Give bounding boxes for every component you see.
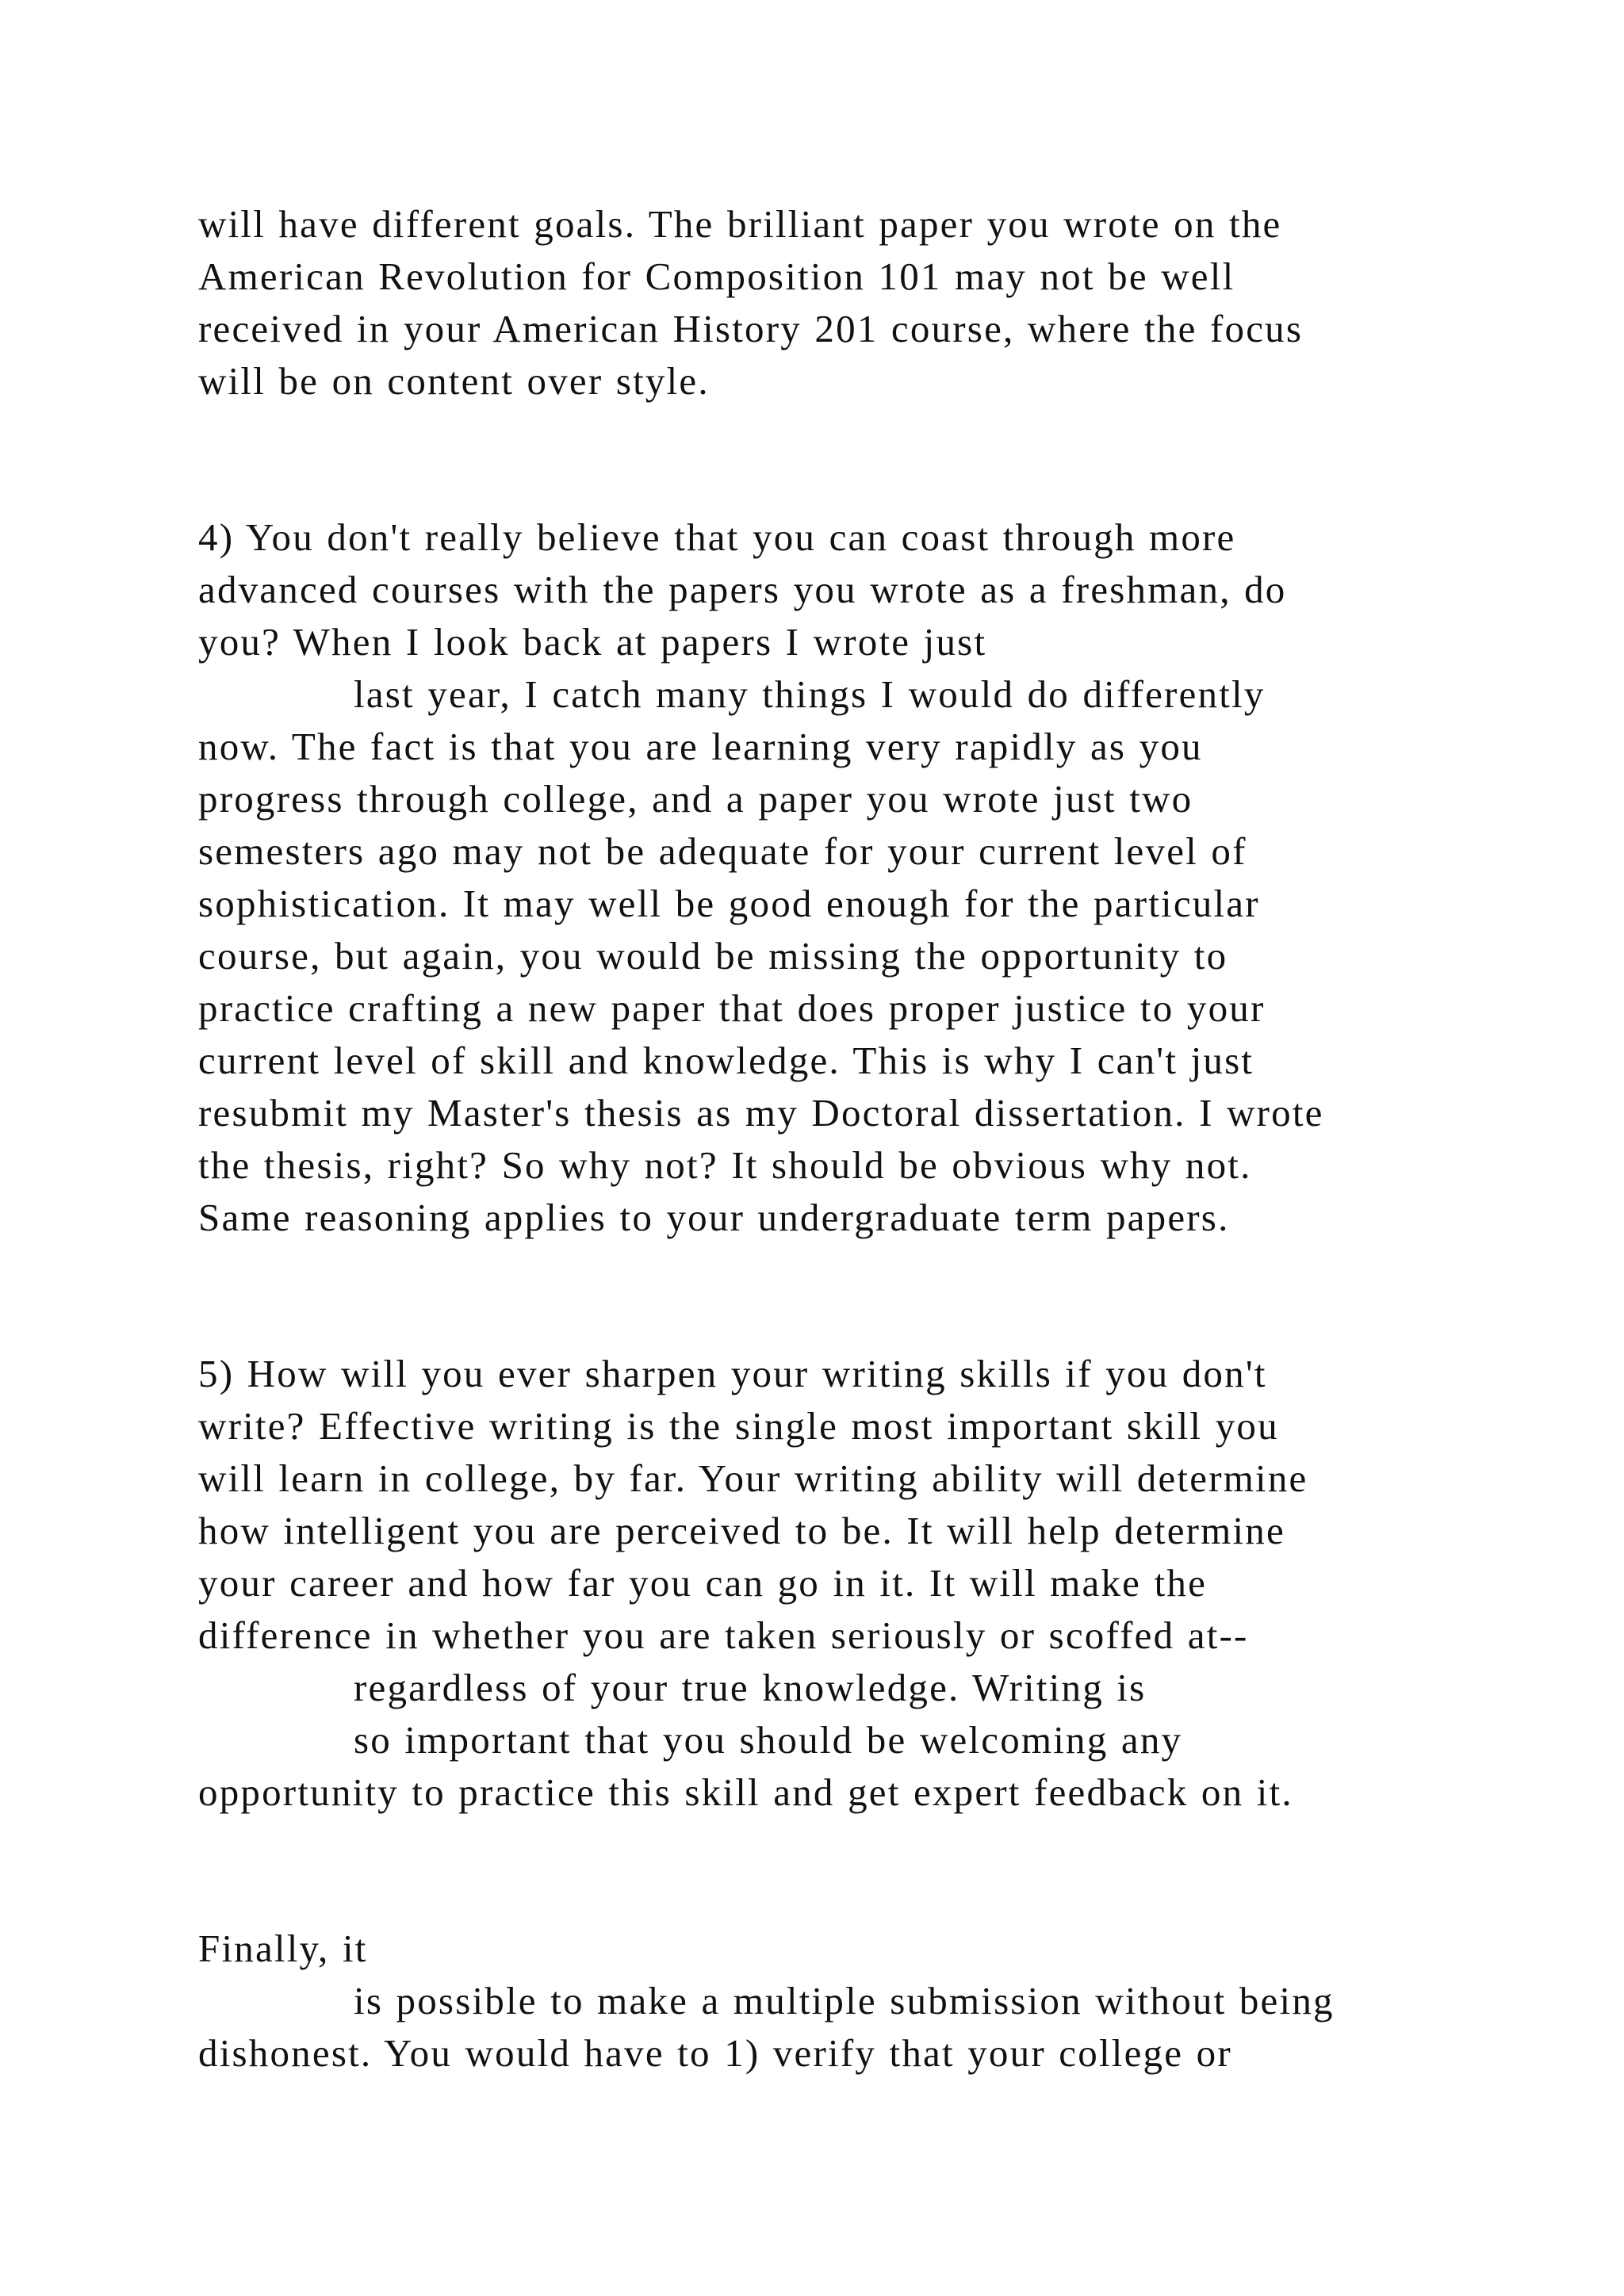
- text-line: will learn in college, by far. Your writing ability will determine: [198, 1456, 1308, 1500]
- text-line: American Revolution for Composition 101 may not be well: [198, 254, 1235, 298]
- text-line: 5) How will you ever sharpen your writing skills if you don't: [198, 1352, 1267, 1395]
- text-line: received in your American History 201 course, where the focus: [198, 307, 1304, 350]
- text-line-indented: regardless of your true knowledge. Writing is: [354, 1666, 1147, 1709]
- text-line: 4) You don't really believe that you can coast through more: [198, 515, 1236, 559]
- text-line: difference in whether you are taken seriously or scoffed at--: [198, 1613, 1249, 1657]
- text-line: will be on content over style.: [198, 359, 710, 403]
- text-line: opportunity to practice this skill and get expert feedback on it.: [198, 1770, 1293, 1814]
- text-line: write? Effective writing is the single most important skill you: [198, 1404, 1279, 1448]
- text-line: course, but again, you would be missing the opportunity to: [198, 934, 1228, 978]
- text-line: Finally, it: [198, 1927, 368, 1970]
- text-line: your career and how far you can go in it. It will make the: [198, 1561, 1208, 1605]
- text-line-indented: last year, I catch many things I would do differently: [354, 672, 1266, 716]
- text-line: resubmit my Master's thesis as my Doctoral dissertation. I wrote: [198, 1091, 1324, 1135]
- text-line: now. The fact is that you are learning very rapidly as you: [198, 725, 1203, 768]
- text-line: will have different goals. The brilliant paper you wrote on the: [198, 202, 1282, 246]
- text-line: how intelligent you are perceived to be. It will help determine: [198, 1509, 1285, 1552]
- text-line-indented: so important that you should be welcoming any: [354, 1718, 1183, 1762]
- text-line: you? When I look back at papers I wrote just: [198, 620, 987, 664]
- text-line: semesters ago may not be adequate for your current level of: [198, 829, 1247, 873]
- text-line: practice crafting a new paper that does proper justice to your: [198, 986, 1266, 1030]
- text-line: Same reasoning applies to your undergraduate term papers.: [198, 1196, 1230, 1239]
- text-line-indented: is possible to make a multiple submission without being: [354, 1979, 1335, 2022]
- text-line: sophistication. It may well be good enough for the particular: [198, 882, 1260, 925]
- text-line: dishonest. You would have to 1) verify that your college or: [198, 2031, 1232, 2075]
- text-line: advanced courses with the papers you wrote as a freshman, do: [198, 568, 1287, 611]
- text-line: progress through college, and a paper you wrote just two: [198, 777, 1193, 821]
- text-line: the thesis, right? So why not? It should be obvious why not.: [198, 1143, 1252, 1187]
- text-line: current level of skill and knowledge. This is why I can't just: [198, 1039, 1254, 1082]
